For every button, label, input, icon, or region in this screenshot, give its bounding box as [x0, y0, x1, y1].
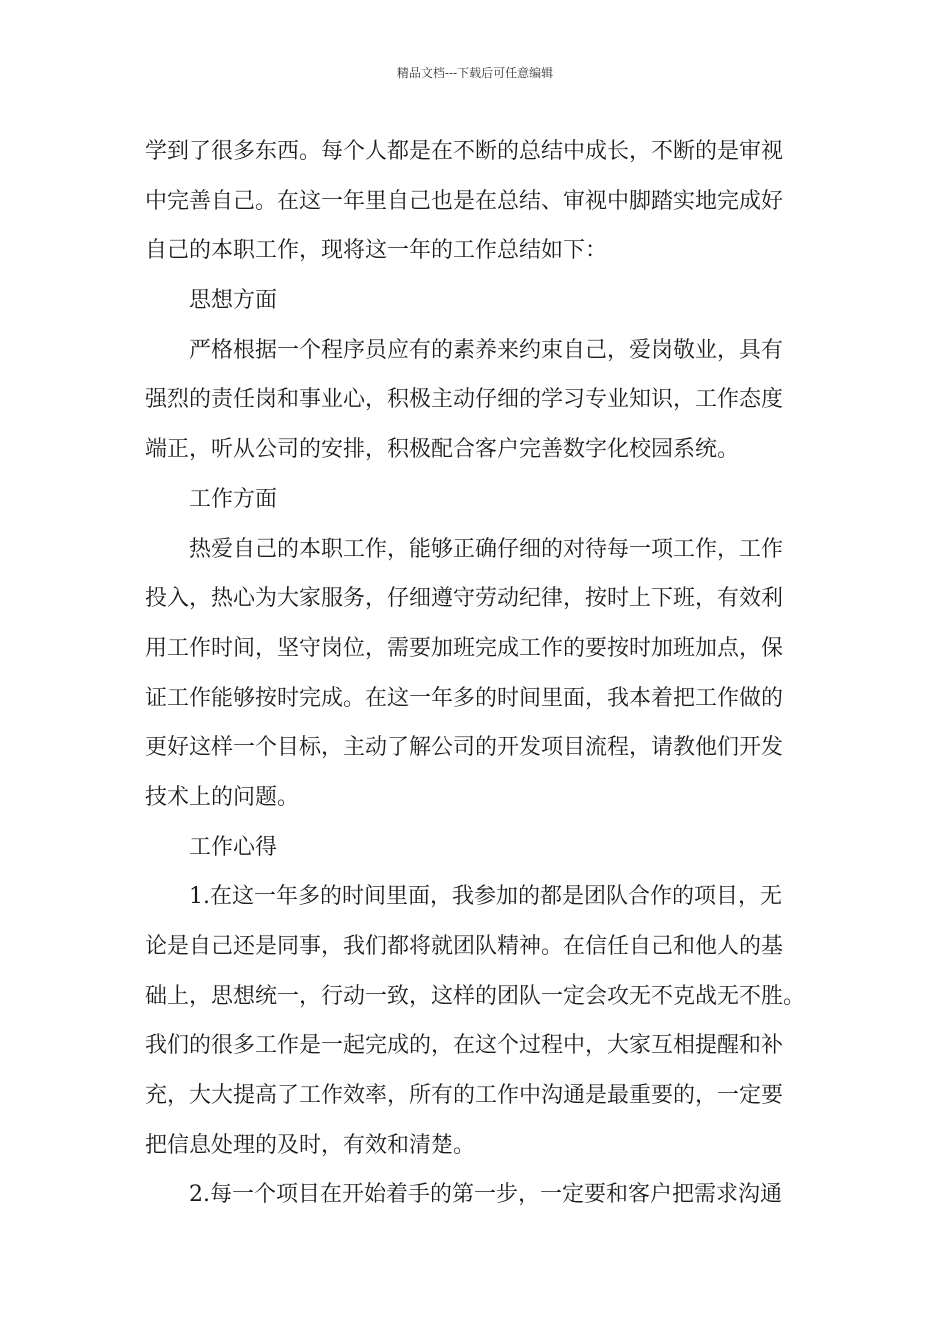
- text-line: 中完善自己。在这一年里自己也是在总结、审视中脚踏实地完成好: [145, 188, 784, 214]
- text-line: 工作心得: [189, 834, 278, 860]
- text-line: 思想方面: [189, 288, 278, 314]
- text-line: 证工作能够按时完成。在这一年多的时间里面，我本着把工作做的: [145, 685, 784, 711]
- text-line: 充，大大提高了工作效率，所有的工作中沟通是最重要的，一定要: [145, 1083, 784, 1109]
- text-line: 础上，思想统一，行动一致，这样的团队一定会攻无不克战无不胜。: [145, 983, 806, 1009]
- text-line: 更好这样一个目标，主动了解公司的开发项目流程，请教他们开发: [145, 735, 784, 761]
- page-header: 精品文档---下载后可任意编辑: [396, 66, 554, 80]
- text-line: 2.每一个项目在开始着手的第一步，一定要和客户把需求沟通: [189, 1182, 782, 1208]
- text-line: 投入，热心为大家服务，仔细遵守劳动纪律，按时上下班，有效利: [145, 586, 784, 612]
- text-line: 技术上的问题。: [145, 784, 300, 810]
- text-line: 把信息处理的及时，有效和清楚。: [145, 1132, 476, 1158]
- text-line: 工作方面: [189, 486, 278, 512]
- document-body: [145, 127, 810, 1220]
- text-line: 1.在这一年多的时间里面，我参加的都是团队合作的项目，无: [189, 884, 782, 910]
- text-line: 端正，听从公司的安排，积极配合客户完善数字化校园系统。: [145, 437, 740, 463]
- text-line: 我们的很多工作是一起完成的，在这个过程中，大家互相提醒和补: [145, 1033, 784, 1059]
- text-line: 严格根据一个程序员应有的素养来约束自己，爱岗敬业，具有: [189, 337, 784, 363]
- text-line: 学到了很多东西。每个人都是在不断的总结中成长，不断的是审视: [145, 139, 784, 164]
- text-line: 用工作时间，坚守岗位，需要加班完成工作的要按时加班加点，保: [145, 635, 784, 661]
- text-line: 强烈的责任岗和事业心，积极主动仔细的学习专业知识，工作态度: [145, 387, 784, 413]
- text-line: 论是自己还是同事，我们都将就团队精神。在信任自己和他人的基: [145, 934, 784, 959]
- text-line: 自己的本职工作，现将这一年的工作总结如下：: [145, 238, 608, 264]
- text-line: 热爱自己的本职工作，能够正确仔细的对待每一项工作，工作: [189, 536, 784, 562]
